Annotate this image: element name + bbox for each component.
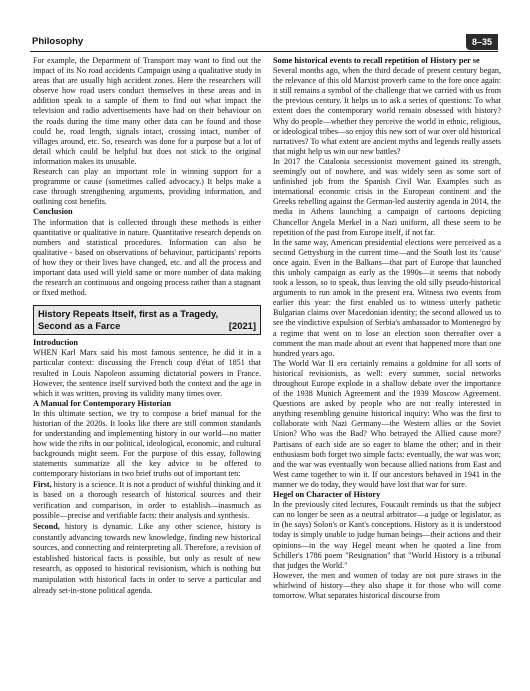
first-label: First,	[33, 479, 52, 489]
article-title-line1: History Repeats Itself, first as a Tragedy,	[38, 308, 219, 320]
paragraph-events-3: In the same way, American presidential elections were perceived as a second Gettysburg in the current time—and the South lost its 'cause' once again. Even in the Balkans—that part of Europe that launched this unholy campaign as early as the 1990s—it seems that nobody took a lesson, so to speak, thus leaving the old silly pseudo-historical arguments to run amok in the present era. Witness two events from earlier this year: the first enabled us to witness utterly pathetic Bulgarian claims over Macedonian identity; the second allowed us to see the vindictive expulsion of Serbia's ambassador to Montenegro by a regime that went on to lose an election soon thereafter over a comment the man made about an event that happened more than one hundred years ago.	[273, 237, 501, 358]
first-truth-text: history is a science. It is not a product of wishful thinking and it is based on a thorough research of historical sources and their verification and comparison, in order to establish—inasmuch as possible—precise and verifiable facts: their analysis and synthesis.	[33, 479, 261, 521]
paragraph-transport: For example, the Department of Transport may want to find out the impact of its No road accidents Campaign using a qualitative study in areas that are usually high accident zones. Here the researchers will observe how road users conduct themselves in these areas and in addition speak to a sample of them to find out what impact the television and radio advertisements have had on their behaviour on the roads during the time many other data can be found and those could be, road length, signals intact, crossing intact, number of villages around, etc. So, research was done for a purpose but a lot of detail which could be helpful but does not stick to the original information makes its unusable.	[33, 56, 261, 166]
page-number-badge: 8–35	[466, 34, 498, 50]
second-label: Second,	[33, 521, 60, 531]
section-title: Philosophy	[32, 36, 84, 47]
paragraph-second-truth	[33, 522, 261, 596]
paragraph-events-2: In 2017 the Catalonia secessionist movement gained its strength, seemingly out of nowhere, and was widely seen as some sort of unfinished job from the Spanish Civil War. Examples such as international economic crisis in the European continent and the Greeks rebelling against the German-led austerity agenda in 2014, the media in Athens launching a campaign of cartoons depicting Chancellor Angela Merkel in a Nazi uniform, all these seem to be repetition of the past from Europe itself, if not far.	[273, 156, 501, 237]
paragraph-manual: In this ultimate section, we try to compose a brief manual for the historian of the 2020s. It looks like there are still common standards for understanding and implementing history in our world—no matter how wide the rifts in our political, ideological, economic, and cultural backgrounds might seem. For the purpose of this essay, following statements summarize all the key advice to be offered to contemporary historians in two brief truths out of important ten:	[33, 408, 261, 479]
introduction-heading: Introduction	[33, 338, 79, 348]
left-column	[33, 56, 261, 682]
paragraph-conclusion: The information that is collected through these methods is either quantitative or qualitative in nature. Quantitative research depends on numbers and statistical procedures. Information can also be qualitative - based on observations of behaviour, participants' reports of how they or their lives have changed, etc. and all the process and important data used will yield same or more number of data making the research an continuous and ongoing process rather than a stagnant or fixed method.	[33, 217, 261, 298]
paragraph-hegel: In the previously cited lectures, Foucault reminds us that the subject can no longer be seen as a neutral arbitrator—a judge or legislator, as in (he says) Solon's or Kant's conceptions. History as it is understood today is simply unable to judge human beings—their actions and their opinions—in the way Hegel meant when he quoted a line from Schiller's 1786 poem "Resignation" that "World History is a tribunal that judges the World."	[273, 500, 501, 570]
right-column	[273, 56, 501, 682]
article-year: [2021]	[228, 320, 256, 332]
second-truth-text: history is dynamic. Like any other science, history is constantly advancing towards new knowledge, finding new historical sources, and connecting and reinterpreting all. Therefore, a revision of established historical facts is possible, but only as result of new research, as opposed to historical revisionism, which is nothing but manipulation with historical facts in order to serve a particular and already set-in-stone political agenda.	[33, 521, 261, 595]
paragraph-events-4: The World War II era certainly remains a goldmine for all sorts of historical revisionists, as well: every summer, social networks throughout Europe explode in a shallow debate over the importance of the 1938 Munich Agreement and the 1939 Moscow Agreement. Questions are asked by people who are not really interested in anything resembling genuine historical inquiry: Who was the first to collaborate with Nazi Germany—the Western allies or the Soviet Union? Who was the Bad? Who betrayed the Allied cause more? Partisans of each side are so eager to blame the other; and in their enthusiasm both forget two simple facts: eventually, the war was won; and the war was eventually won because allied nations from East and West came together to win it. If our ancestors behaved in 1941 in the manner we do today, they would have lost that war for sure.	[273, 358, 501, 489]
paragraph-final: However, the men and women of today are not pure straws in the whirlwind of history—they also shape it for those who will come tomorrow. What separates historical discourse from	[273, 570, 501, 600]
hegel-heading: Hegel on Character of History	[273, 490, 381, 500]
events-heading: Some historical events to recall repetition of History per se	[273, 56, 480, 65]
article-title-box	[33, 305, 261, 335]
paragraph-events-1: Several months ago, when the third decade of present century began, the relevance of this old Marxist proverb came to the fore once again: it still remains a symbol of the challenge that we carried with us from the previous century. It helps us to ask a series of questions: To what extent does the contemporary world remain obsessed with history? Why do people—whether they perceive the world in ethnic, religious, or ideological tribes—so enjoy this new sort of war over old historical narratives? To what extent are ancient myths and legends really assets that might help us win our new battles?	[273, 66, 501, 156]
conclusion-heading: Conclusion	[33, 207, 73, 217]
page-header	[30, 34, 498, 52]
manual-heading: A Manual for Contemporary Historian	[33, 398, 172, 408]
paragraph-first-truth	[33, 480, 261, 522]
paragraph-research-role: Research can play an important role in winning support for a programme or cause (sometimes called advocacy.) It helps make a case through strengthening arguments, providing information, and outlining cost benefits.	[33, 167, 261, 207]
article-title-line2: Second as a Farce	[38, 320, 121, 332]
paragraph-introduction: WHEN Karl Marx said his most famous sentence, he did it in a particular context: discussing the French coup d'état of 1851 that resulted in Louis Napoleon assuming dictatorial powers in France. However, the sentence itself survived both the context and the age in which it was written, proving its validity many times over.	[33, 348, 261, 398]
